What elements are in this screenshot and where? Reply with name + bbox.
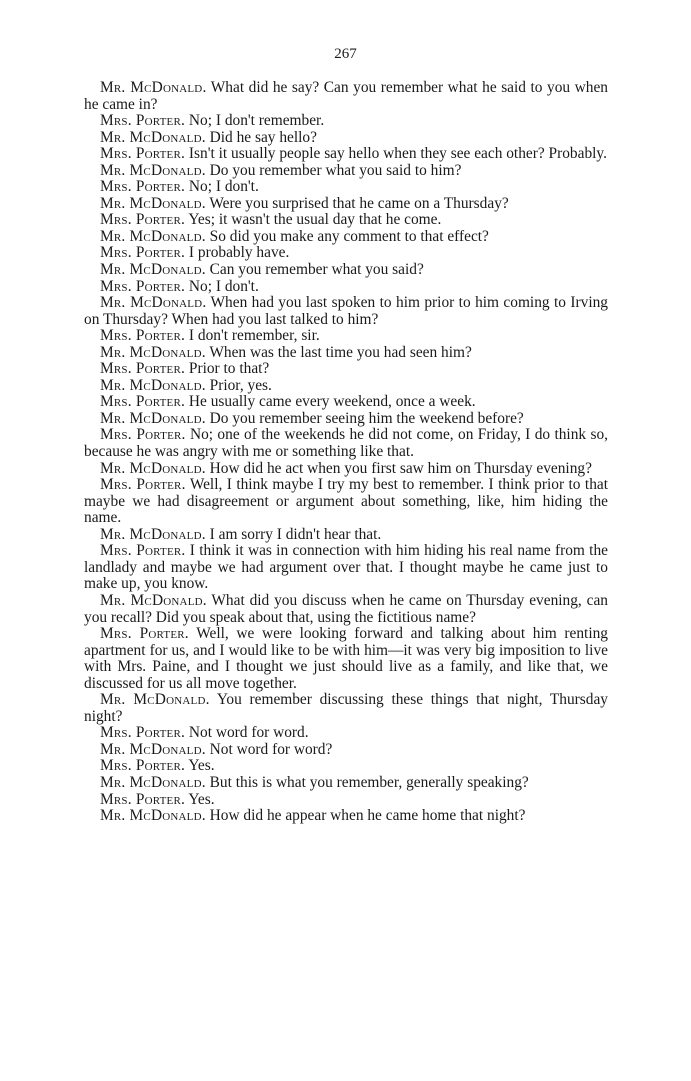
spoken-text: What did he say? Can you remember what he said to you when he came in?	[84, 79, 608, 113]
speaker-name: Mr. McDonald.	[100, 740, 206, 758]
speaker-name: Mr. McDonald.	[100, 773, 206, 791]
dialogue-paragraph	[84, 792, 608, 809]
spoken-text: Isn't it usually people say hello when they see each other? Probably.	[188, 145, 607, 163]
speaker-name: Mr. McDonald.	[100, 261, 206, 279]
speaker-name: Mrs. Porter.	[100, 625, 189, 643]
speaker-name: Mrs. Porter.	[100, 211, 186, 229]
speaker-name: Mrs. Porter.	[100, 327, 186, 345]
spoken-text: Well, we were looking forward and talking about him renting apartment for us, and I would like to be with him—it was very big imposition to live with Mrs. Paine, and I thought we just should live as a family, and like that, we discussed for us all move together.	[84, 625, 608, 692]
spoken-text: When was the last time you had seen him?	[209, 343, 472, 361]
speaker-name: Mr. McDonald.	[100, 459, 206, 477]
speaker-name: Mr. McDonald.	[100, 376, 206, 394]
spoken-text: I don't remember, sir.	[188, 327, 320, 345]
spoken-text: Prior to that?	[188, 360, 270, 378]
speaker-name: Mrs. Porter.	[100, 112, 186, 130]
speaker-name: Mrs. Porter.	[100, 393, 186, 411]
testimony-body	[84, 80, 608, 825]
speaker-name: Mrs. Porter.	[100, 244, 186, 262]
spoken-text: I am sorry I didn't hear that.	[209, 525, 382, 543]
spoken-text: No; one of the weekends he did not come, on Friday, I do think so, because he was angry with me or something like that.	[84, 426, 609, 461]
dialogue-paragraph	[84, 328, 608, 345]
spoken-text: Yes.	[188, 757, 215, 775]
dialogue-paragraph	[84, 179, 608, 196]
dialogue-paragraph	[84, 742, 608, 759]
speaker-name: Mr. McDonald.	[100, 294, 207, 312]
dialogue-paragraph	[84, 146, 608, 163]
speaker-name: Mr. McDonald.	[100, 591, 207, 609]
dialogue-paragraph	[84, 477, 608, 527]
dialogue-paragraph	[84, 461, 608, 478]
spoken-text: Yes; it wasn't the usual day that he come.	[188, 211, 442, 229]
speaker-name: Mr. McDonald.	[100, 525, 206, 543]
spoken-text: So did you make any comment to that effect?	[209, 227, 489, 245]
dialogue-paragraph	[84, 229, 608, 246]
spoken-text: Did he say hello?	[209, 128, 317, 146]
spoken-text: Yes.	[188, 790, 215, 808]
dialogue-paragraph	[84, 295, 608, 328]
spoken-text: Do you remember what you said to him?	[209, 161, 462, 179]
spoken-text: Not word for word?	[209, 740, 333, 758]
spoken-text: Can you remember what you said?	[209, 261, 424, 279]
spoken-text: How did he appear when he came home that night?	[209, 807, 526, 825]
dialogue-paragraph	[84, 758, 608, 775]
dialogue-paragraph	[84, 212, 608, 229]
speaker-name: Mr. McDonald.	[100, 227, 206, 245]
dialogue-paragraph	[84, 808, 608, 825]
page-number: 267	[334, 46, 357, 62]
spoken-text: How did he act when you first saw him on Thursday evening?	[209, 459, 592, 477]
spoken-text: Were you surprised that he came on a Thursday?	[209, 194, 509, 212]
speaker-name: Mr. McDonald.	[100, 128, 206, 146]
speaker-name: Mr. McDonald.	[100, 194, 206, 212]
dialogue-paragraph	[84, 527, 608, 544]
speaker-name: Mrs. Porter.	[100, 145, 186, 163]
dialogue-paragraph	[84, 626, 608, 692]
dialogue-paragraph	[84, 427, 608, 460]
spoken-text: No; I don't remember.	[188, 112, 325, 130]
dialogue-paragraph	[84, 245, 608, 262]
speaker-name: Mrs. Porter.	[100, 724, 186, 742]
dialogue-paragraph	[84, 196, 608, 213]
dialogue-paragraph	[84, 543, 608, 593]
spoken-text: Well, I think maybe I try my best to remember. I think prior to that maybe we had disagreement or argument about something, like, him hiding the name.	[84, 476, 608, 527]
speaker-name: Mrs. Porter.	[100, 426, 186, 444]
speaker-name: Mr. McDonald.	[100, 409, 206, 427]
spoken-text: What did you discuss when he came on Thursday evening, can you recall? Did you speak about that, using the fictitious name?	[84, 591, 608, 626]
speaker-name: Mrs. Porter.	[100, 360, 186, 378]
spoken-text: Not word for word.	[188, 724, 309, 742]
dialogue-paragraph	[84, 345, 608, 362]
dialogue-paragraph	[84, 593, 608, 626]
dialogue-paragraph	[84, 113, 608, 130]
spoken-text: You remember discussing these things that night, Thursday night?	[84, 691, 609, 725]
speaker-name: Mrs. Porter.	[100, 277, 186, 295]
speaker-name: Mrs. Porter.	[100, 476, 186, 494]
speaker-name: Mrs. Porter.	[100, 178, 186, 196]
speaker-name: Mr. McDonald.	[100, 79, 207, 96]
spoken-text: Do you remember seeing him the weekend before?	[209, 409, 524, 427]
speaker-name: Mrs. Porter.	[100, 757, 186, 775]
dialogue-paragraph	[84, 775, 608, 792]
speaker-name: Mr. McDonald.	[100, 161, 206, 179]
spoken-text: I probably have.	[188, 244, 290, 262]
dialogue-paragraph	[84, 692, 608, 725]
spoken-text: Prior, yes.	[209, 376, 272, 394]
dialogue-paragraph	[84, 361, 608, 378]
dialogue-paragraph	[84, 163, 608, 180]
speaker-name: Mr. McDonald.	[100, 691, 210, 709]
dialogue-paragraph	[84, 725, 608, 742]
spoken-text: I think it was in connection with him hiding his real name from the landlady and maybe we had argument over that. I thought maybe he came just to make up, you know.	[84, 542, 608, 593]
speaker-name: Mrs. Porter.	[100, 542, 186, 560]
spoken-text: No; I don't.	[188, 178, 259, 196]
dialogue-paragraph	[84, 80, 608, 113]
dialogue-paragraph	[84, 262, 608, 279]
spoken-text: But this is what you remember, generally speaking?	[209, 773, 529, 791]
dialogue-paragraph	[84, 378, 608, 395]
dialogue-paragraph	[84, 394, 608, 411]
spoken-text: When had you last spoken to him prior to him coming to Irving on Thursday? When had you last talked to him?	[84, 294, 609, 328]
dialogue-paragraph	[84, 130, 608, 147]
speaker-name: Mr. McDonald.	[100, 807, 206, 825]
spoken-text: He usually came every weekend, once a week.	[188, 393, 476, 411]
dialogue-paragraph	[84, 279, 608, 296]
dialogue-paragraph	[84, 411, 608, 428]
speaker-name: Mr. McDonald.	[100, 343, 206, 361]
speaker-name: Mrs. Porter.	[100, 790, 186, 808]
spoken-text: No; I don't.	[188, 277, 259, 295]
